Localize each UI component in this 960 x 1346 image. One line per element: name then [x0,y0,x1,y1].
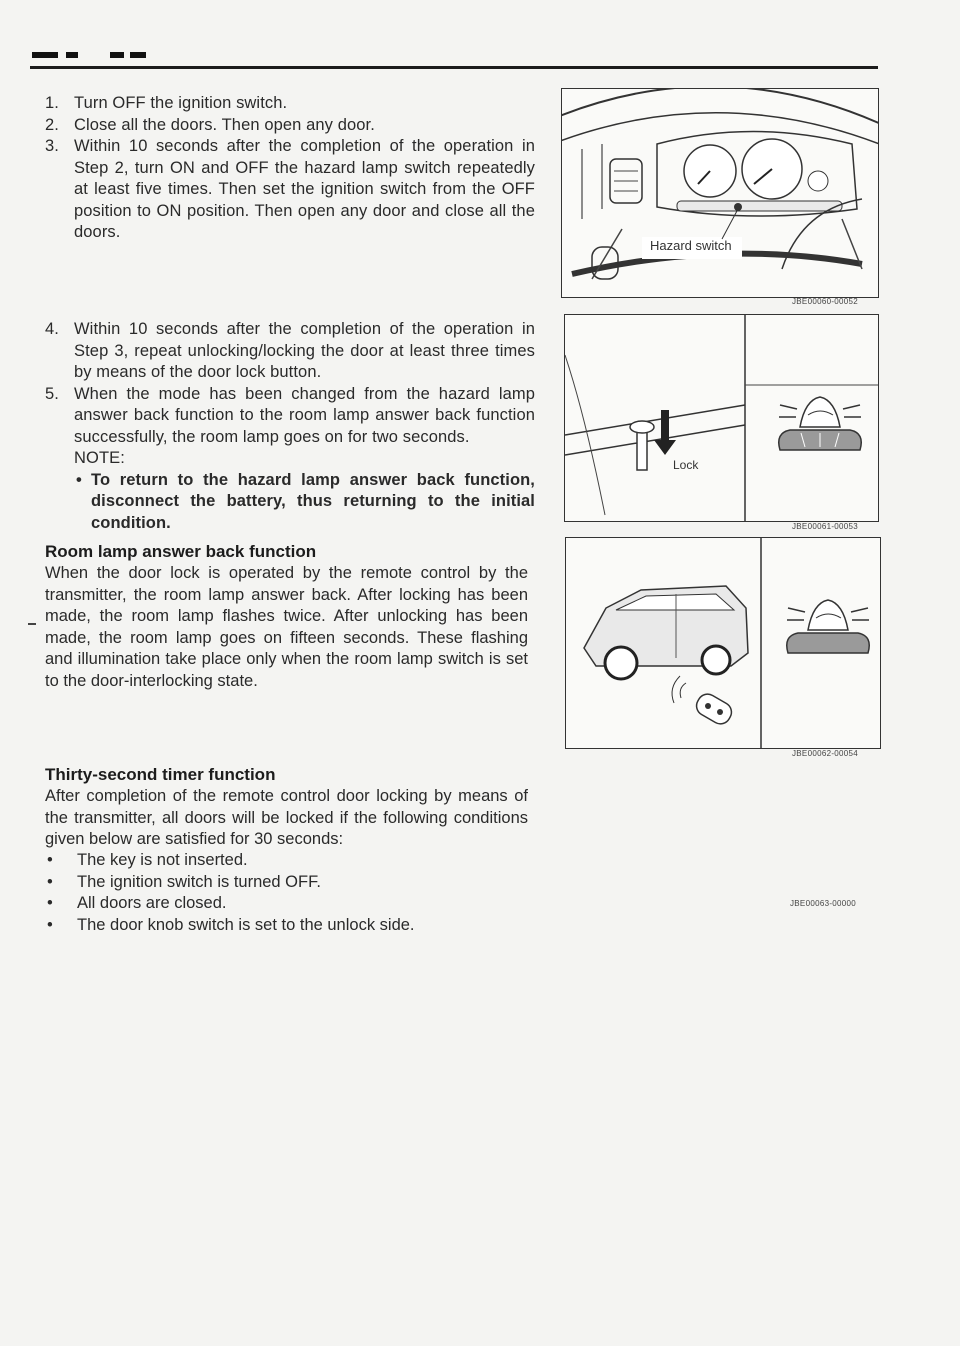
note-label: NOTE: [74,449,125,467]
page-number-mark [32,52,147,64]
steps-list-b [45,319,535,534]
margin-dash [28,623,36,625]
header-rule [30,66,878,69]
room-lamp-figure [565,537,881,749]
list-item: • The ignition switch is turned OFF. [47,872,321,891]
lock-figure [564,314,879,522]
step-1: 1. Turn OFF the ignition switch. [45,94,288,112]
lock-illustration [565,315,878,521]
list-item: • All doors are closed. [47,894,227,912]
figure-code-1: JBE00060-00052 [792,297,859,306]
timer-heading: Thirty-second timer function [45,765,276,784]
room-lamp-paragraph: When the door lock is operated by the remote control by the transmitter, the room lamp answer back. After locking has been made, the room lamp flashes twice. After unlocking has been made, the room lamp goes on fifteen seconds. These flashing and illumination take place only when the room lamp switch is set to the door-interlocking state. [45,564,528,690]
car-transmitter-illustration [566,538,880,748]
list-item: • The door knob switch is set to the unlock side. [47,915,415,934]
hazard-switch-figure [561,88,879,298]
hazard-switch-label: Hazard switch [650,238,732,253]
timer-conditions [45,850,515,936]
timer-paragraph: After completion of the remote control door locking by means of the transmitter, all doors will be locked if the following conditions given below are satisfied for 30 seconds: [45,787,528,848]
list-item: • The key is not inserted. [47,851,248,869]
lock-label: Lock [673,458,699,472]
step-4: 4. Within 10 seconds after the completion of the operation in Step 3, repeat unlocking/locking the door at least three times by means of the door lock button. [45,320,535,381]
step-3: 3. Within 10 seconds after the completion of the operation in Step 2, turn ON and OFF the hazard lamp switch repeatedly at least five times. Then set the ignition switch from the OFF position to ON position. Then open any door and close all the doors. [45,137,535,241]
note-item: • To return to the hazard lamp answer back function, disconnect the battery, thus returning to the initial condition. [76,470,535,532]
figure-code-4: JBE00063-00000 [790,899,857,908]
room-lamp-heading: Room lamp answer back function [45,542,317,561]
figure-code-2: JBE00061-00053 [792,522,859,531]
dashboard-illustration [562,89,878,297]
steps-list-a [45,93,535,244]
figure-code-3: JBE00062-00054 [792,749,859,758]
step-5: 5. When the mode has been changed from the hazard lamp answer back function to the room lamp answer back function successfully, the room lamp goes on for two seconds. [45,384,535,446]
step-2: 2. Close all the doors. Then open any door. [45,115,375,134]
